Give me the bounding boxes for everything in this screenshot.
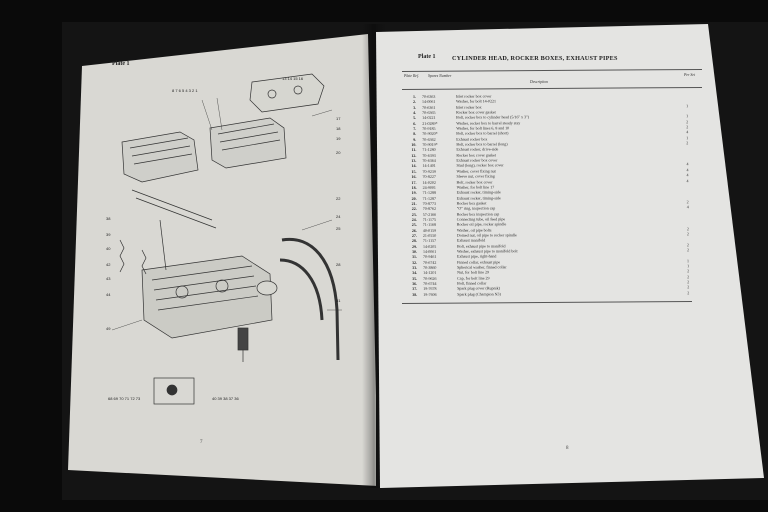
part-ref: 19. <box>411 190 417 196</box>
part-qty: 1 <box>686 102 689 108</box>
part-number: 70-9239 <box>422 168 436 174</box>
part-qty: 2 <box>687 273 690 279</box>
left-plate-label: Plate 1 <box>112 61 130 67</box>
part-number: 70-6742 <box>423 259 437 265</box>
part-description: Stud (long), rocker box cover <box>456 162 504 169</box>
part-qty: 2 <box>686 124 689 130</box>
part-description: Nut, for bolt line 29 <box>457 269 489 276</box>
svg-text:22: 22 <box>336 196 341 201</box>
svg-text:68 69 70 71 72 73: 68 69 70 71 72 73 <box>108 396 141 401</box>
part-description: Bolt, rocker box to barrel (long) <box>456 141 508 147</box>
part-qty: 2 <box>686 241 689 247</box>
part-ref: 3. <box>413 104 417 110</box>
part-description: Washer, for bolt lines 6, 8 and 10 <box>456 125 510 131</box>
header-per-set: Per Set <box>684 73 696 77</box>
part-description: Washer, for bolt line 17 <box>456 184 495 190</box>
part-number: 24-9001 <box>422 184 436 190</box>
part-qty: 4 <box>686 204 689 210</box>
part-qty: 1 <box>686 113 689 119</box>
part-number: 14-0202 <box>422 179 436 185</box>
part-description: Rocker oil pipe, rocker spindle <box>456 221 507 227</box>
part-description: Exhaust rocker box cover <box>456 157 498 163</box>
part-description: Washer, for bolt 14-0221 <box>456 98 497 105</box>
part-description: Exhaust rocker box <box>456 136 488 142</box>
part-description: Spark plug cover (Rupnik) <box>457 285 500 292</box>
part-description: Inlet rocker box cover <box>455 93 492 99</box>
part-qty: 2 <box>686 118 689 124</box>
part-ref: 14. <box>411 163 417 169</box>
svg-text:43: 43 <box>106 276 111 281</box>
part-qty: 2 <box>687 284 690 290</box>
part-qty: 2 <box>686 231 689 237</box>
part-description: Exhaust pipe, right-hand <box>456 253 497 259</box>
part-ref: 15. <box>411 168 417 174</box>
part-number: 71-1168 <box>422 222 437 228</box>
left-page-number: 7 <box>200 440 203 445</box>
part-ref: 17. <box>411 179 417 185</box>
part-description: Bolt, rocker box cover <box>456 178 493 185</box>
part-ref: 7. <box>413 125 417 132</box>
part-qty: 2 <box>686 247 689 253</box>
svg-text:8 7 6 5 4 3 2 1: 8 7 6 5 4 3 2 1 <box>172 88 198 93</box>
part-description: Washer, cover fixing nut <box>456 168 496 174</box>
part-description: Bolt, finned collar <box>457 280 487 286</box>
part-ref: 24. <box>411 216 417 222</box>
part-qty: 2 <box>686 140 689 146</box>
part-number: 71-1175 <box>422 216 436 222</box>
part-number: 14-0061 <box>422 248 437 254</box>
header-spares-number: Spares Number <box>428 74 452 78</box>
plate-title: CYLINDER HEAD, ROCKER BOXES, EXHAUST PIPES <box>452 55 618 62</box>
part-ref: 22. <box>411 206 417 212</box>
part-number: 70-6393 <box>422 152 436 158</box>
part-number: 70-9019* <box>422 141 438 147</box>
part-description: Cap, for bolt line 29 <box>457 275 490 281</box>
part-number: 70-8227 <box>422 173 436 180</box>
part-number: 14-0061 <box>422 99 436 105</box>
part-ref: 35. <box>412 275 418 281</box>
svg-text:28: 28 <box>336 262 341 267</box>
part-description: Washer, oil pipe bolts <box>456 227 492 233</box>
svg-text:13 14 15 16: 13 14 15 16 <box>282 76 304 81</box>
right-plate-label: Plate 1 <box>418 54 436 60</box>
part-ref: 25. <box>411 222 417 228</box>
part-qty: 2 <box>687 279 690 285</box>
part-number: 21-0550 <box>422 232 437 238</box>
part-description: Rocker box inspection cap <box>456 210 500 217</box>
part-ref: 6. <box>413 120 417 126</box>
part-number: 70-6364 <box>422 157 436 164</box>
part-qty: 4 <box>686 129 689 135</box>
part-ref: 37. <box>412 286 418 292</box>
part-qty: 4 <box>686 177 689 183</box>
part-description: Washer, exhaust pipe to manifold bolt <box>456 248 518 254</box>
part-ref: 26. <box>411 227 417 233</box>
part-description: Rocker box cover gasket <box>456 152 497 158</box>
part-description: Finned collar, exhaust pipe <box>457 259 501 265</box>
header-description: Description <box>530 80 548 84</box>
part-ref: 34. <box>412 270 418 276</box>
part-qty: 2 <box>686 199 689 205</box>
part-ref: 32. <box>412 259 418 265</box>
part-ref: 36. <box>412 280 418 286</box>
svg-text:40 39 38 37 36: 40 39 38 37 36 <box>212 396 239 401</box>
part-description: Exhaust rocker, timing-side <box>456 194 501 201</box>
svg-text:39: 39 <box>106 232 111 237</box>
part-number: 14-0221 <box>422 115 436 121</box>
part-qty: 4 <box>686 161 689 167</box>
part-number: 70-6363 <box>421 93 436 99</box>
part-number: 19-7678 <box>423 286 437 292</box>
part-ref: 18. <box>411 184 417 190</box>
part-qty: 1 <box>687 257 690 263</box>
spark-plug <box>238 328 248 362</box>
svg-text:17: 17 <box>336 116 341 121</box>
part-ref: 2. <box>413 99 417 105</box>
part-ref: 12. <box>411 152 417 158</box>
part-number: 70-6361 <box>422 104 436 110</box>
part-description: Sleeve nut, cover fixing <box>456 173 495 179</box>
part-number: 14-0205 <box>422 243 437 249</box>
part-description: Inlet rocker box <box>456 104 482 110</box>
part-qty: 4 <box>686 167 689 173</box>
svg-text:25: 25 <box>336 226 341 231</box>
part-number: 70-6744 <box>423 280 437 286</box>
part-number: 70-8762 <box>422 206 437 212</box>
part-ref: 11. <box>411 147 417 153</box>
part-description: Exhaust rocker, timing-side <box>456 189 501 195</box>
part-number: 70-9185 <box>422 125 436 131</box>
part-number: 70-8773 <box>422 200 437 206</box>
part-number: 70-9461 <box>422 254 437 260</box>
rocker-box-left <box>122 132 198 182</box>
part-qty: 2 <box>687 268 690 274</box>
part-ref: 9. <box>413 136 417 142</box>
part-ref: 10. <box>411 142 417 148</box>
svg-text:42: 42 <box>106 262 111 267</box>
part-ref: 31. <box>411 254 418 260</box>
part-ref: 23. <box>411 211 417 217</box>
svg-text:24: 24 <box>336 214 341 219</box>
part-qty: 4 <box>686 172 689 178</box>
part-ref: 5. <box>413 115 417 121</box>
part-ref: 8. <box>413 131 417 137</box>
part-number: 57-2166 <box>422 211 437 217</box>
part-description: Bolt, rocker box to barrel (short) <box>456 130 509 137</box>
part-qty: 2 <box>686 225 689 231</box>
part-ref: 30. <box>411 248 417 254</box>
part-description: Domed nut, oil pipe to rocker spindle <box>456 232 517 238</box>
header-plate-ref: Plate Ref. <box>404 74 419 78</box>
part-number: 70-9020* <box>422 131 438 137</box>
part-number: 71-1157 <box>422 238 437 244</box>
part-description: Spherical washer, finned collar <box>457 264 507 270</box>
part-description: Bolt, rocker box to cylinder head (5/16" x 3") <box>456 114 530 121</box>
part-ref: 29. <box>411 243 417 249</box>
part-description: Rocker box gasket <box>456 200 487 206</box>
part-ref: 16. <box>411 174 417 180</box>
svg-text:31: 31 <box>336 298 341 303</box>
part-ref: 27. <box>411 232 417 238</box>
valve-springs <box>120 220 166 274</box>
pushrod-lines <box>132 190 216 228</box>
parts-list <box>404 92 705 297</box>
part-description: Bolt, exhaust pipe to manifold <box>456 243 506 249</box>
cylinder-head <box>142 256 272 338</box>
right-page-number: 8 <box>566 446 569 451</box>
part-ref: 33. <box>412 264 418 270</box>
svg-text:18: 18 <box>336 126 341 131</box>
svg-text:38: 38 <box>106 216 111 221</box>
part-number: 70-6362 <box>422 136 436 142</box>
part-description: "O" ring, inspection cap <box>456 205 496 211</box>
part-qty: 1 <box>686 135 689 141</box>
svg-text:44: 44 <box>106 292 111 297</box>
part-description: Exhaust rocker, drive-side <box>456 146 499 153</box>
part-qty: 2 <box>687 289 690 295</box>
part-number: 71-1288 <box>422 189 436 196</box>
part-description: Exhaust manifold <box>456 237 486 243</box>
part-description: Washer, rocker box to barrel steady stay <box>456 120 521 126</box>
part-number: 40-0159 <box>422 227 437 233</box>
part-number: 70-9626 <box>423 275 437 281</box>
svg-text:49: 49 <box>106 326 111 331</box>
exploded-diagram <box>102 70 352 408</box>
part-description: Connecting tube, oil feed pipe <box>456 216 506 222</box>
part-ref: 21. <box>411 200 417 206</box>
part-ref: 13. <box>411 158 417 164</box>
part-ref: 4. <box>413 109 417 115</box>
part-qty: 1 <box>687 263 690 269</box>
svg-text:19: 19 <box>336 136 341 141</box>
part-ref: 28. <box>411 238 417 244</box>
part-description: Spark plug (Champion N3) <box>457 291 501 297</box>
part-ref: 38. <box>412 291 418 297</box>
part-ref: 20. <box>411 195 417 201</box>
part-number: 71-1287 <box>422 195 436 201</box>
part-number: 21-0289* <box>422 120 438 126</box>
part-number: 70-6365 <box>422 109 436 115</box>
part-number: 14-1401 <box>422 163 436 169</box>
part-number: 71-1280 <box>422 147 436 153</box>
part-number: 19-7606 <box>423 291 437 297</box>
part-number: 70-3860 <box>423 264 437 270</box>
part-number: 14-1201 <box>423 270 437 276</box>
part-description: Rocker box cover gasket <box>456 109 496 115</box>
svg-text:40: 40 <box>106 246 111 251</box>
part-ref: 1. <box>412 93 417 99</box>
svg-text:20: 20 <box>336 150 341 155</box>
